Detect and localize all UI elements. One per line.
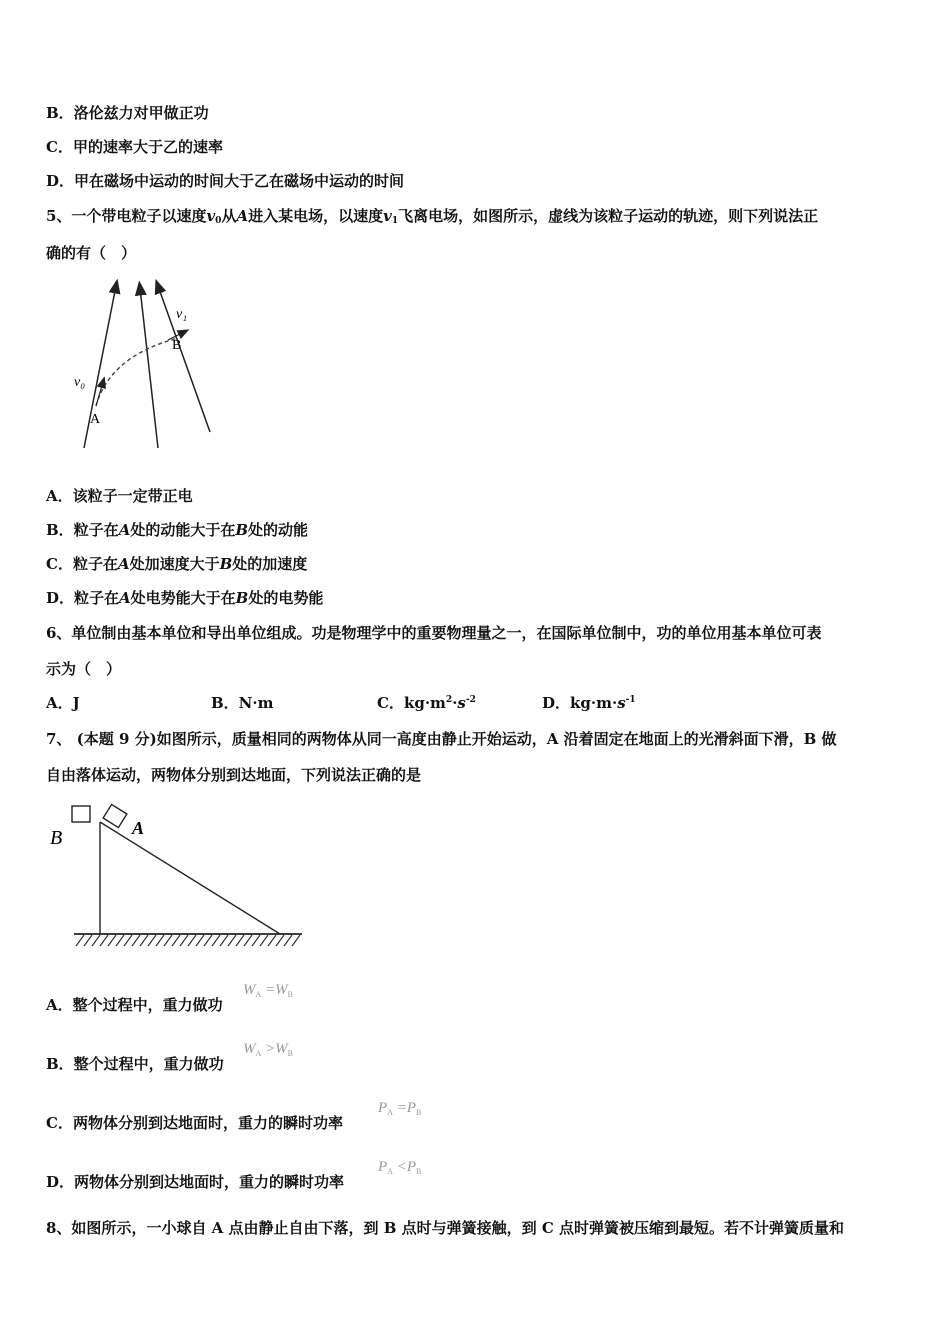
block-b [72, 806, 90, 822]
q6-stem-line2: 示为（ ） [46, 660, 122, 678]
q8-stem-line1: 8、如图所示，一小球自 A 点由静止自由下落，到 B 点时与弹簧接触，到 C 点时弹簧被压缩到最短。若不计弹簧质量和 [46, 1219, 845, 1237]
q4-option-d: D．甲在磁场中运动的时间大于乙在磁场中运动的时间 [46, 172, 405, 190]
q7-option-a: A．整个过程中，重力做功 [46, 996, 223, 1014]
q5-stem-line2: 确的有（ ） [46, 244, 137, 262]
q7-option-c: C．两物体分别到达地面时，重力的瞬时功率 [46, 1114, 343, 1132]
q5-electric-field-figure [60, 278, 230, 450]
field-line-middle [140, 288, 158, 448]
q6-option-d: D．$kg\cdot m\cdot s^{-1}$ [542, 694, 636, 712]
q7-option-c-formula: $P_A =P_B$ [378, 1100, 422, 1117]
q6-option-b: B．N·m [211, 694, 274, 712]
q5-option-a: A．该粒子一定带正电 [46, 487, 193, 505]
label-a: A [90, 412, 101, 427]
q5-option-d: D．粒子在A处电势能大于在B处的电势能 [46, 589, 324, 607]
label-block-a: A [132, 818, 145, 838]
q5-stem-line1: 5、一个带电粒子以速度$v_0$从A进入某电场，以速度$v_1$飞离电场，如图所示，虚线为该粒子运动的轨迹，则下列说法正 [46, 207, 819, 226]
q6-option-c: C．$kg\cdot m^2\cdot s^{-2}$ [377, 694, 476, 712]
label-b: B [172, 338, 182, 353]
q7-option-a-formula: $W_A =W_B$ [243, 982, 293, 999]
q6-stem-line1: 6、单位制由基本单位和导出单位组成。功是物理学中的重要物理量之一，在国际单位制中，功的单位用基本单位可表 [46, 624, 822, 642]
q7-option-d: D．两物体分别到达地面时，重力的瞬时功率 [46, 1173, 345, 1191]
q7-stem-line1: 7、 (本题 9 分)如图所示，质量相同的两物体从同一高度由静止开始运动，A 沿着固定在地面上的光滑斜面下滑，B 做 [46, 730, 837, 748]
label-block-b: B [50, 827, 63, 849]
q4-option-c: C．甲的速率大于乙的速率 [46, 138, 223, 156]
label-v1: v₁ [176, 307, 188, 322]
ground-hatching [76, 935, 300, 946]
q5-option-b: B．粒子在A处的动能大于在B处的动能 [46, 521, 309, 539]
q4-option-b: B．洛伦兹力对甲做正功 [46, 104, 209, 122]
q7-option-d-formula: $P_A <P_B$ [378, 1159, 422, 1176]
incline-slope [100, 822, 280, 934]
q6-option-a: A．J [46, 694, 80, 712]
trajectory-dashed [96, 338, 178, 406]
block-a [103, 804, 127, 827]
label-v0: v₀ [74, 375, 86, 390]
q7-stem-line2: 自由落体运动，两物体分别到达地面，下列说法正确的是 [46, 766, 422, 784]
q7-option-b-formula: $W_A >W_B$ [243, 1041, 293, 1058]
q7-incline-figure [46, 800, 308, 952]
q7-option-b: B．整个过程中，重力做功 [46, 1055, 224, 1073]
q5-option-c: C．粒子在A处加速度大于B处的加速度 [46, 555, 308, 573]
